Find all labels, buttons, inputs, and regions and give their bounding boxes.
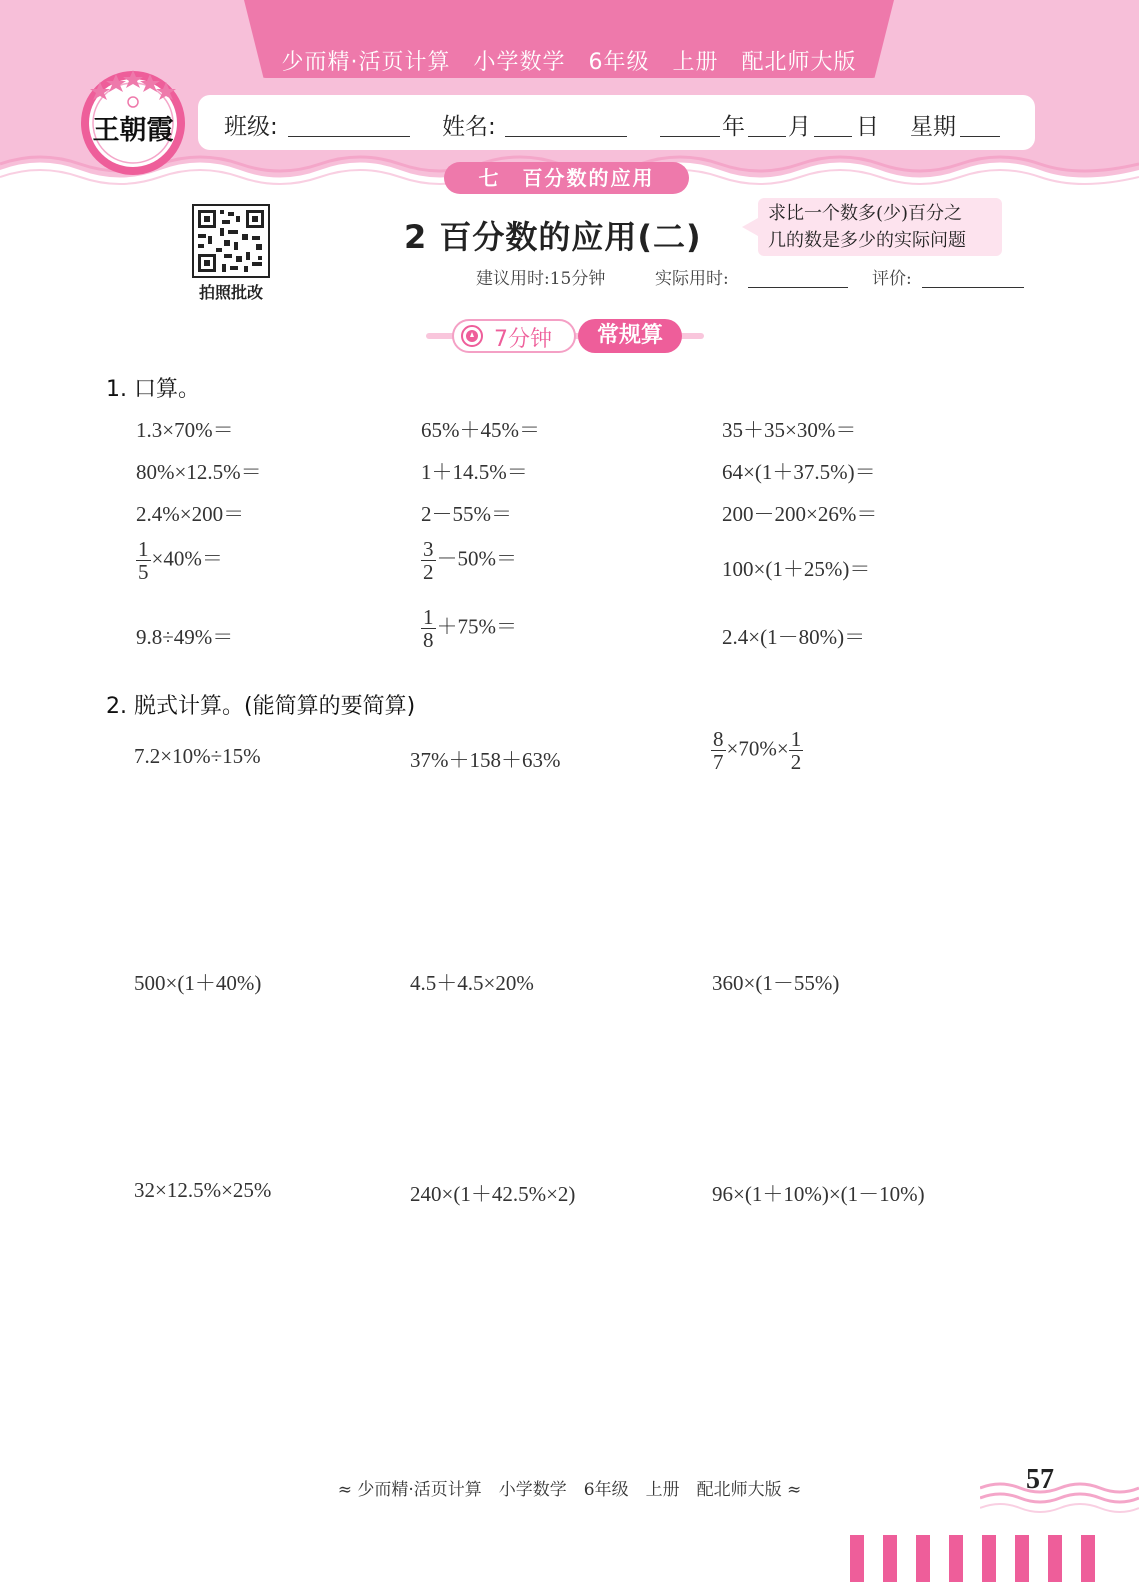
footer-stripe: [1015, 1535, 1029, 1582]
footer-stripe: [916, 1535, 930, 1582]
timer-text: 7分钟: [494, 327, 552, 352]
class-field[interactable]: [288, 136, 410, 137]
footer-series-text: ≈ 少而精·活页计算 小学数学 6年级 上册 配北师大版 ≈: [337, 1480, 802, 1500]
series-title: 少而精·活页计算 小学数学 6年级 上册 配北师大版: [281, 50, 857, 75]
oral-problem: 2.4%×200＝: [136, 502, 245, 526]
name-label: 姓名:: [442, 114, 496, 140]
weekday-label: 星期: [910, 114, 956, 140]
oral-problem: 200－200×26%＝: [722, 502, 878, 526]
section-1-title: 1. 口算。: [106, 377, 200, 402]
year-label: 年: [722, 114, 745, 140]
fraction: $\frac{3}{2}$: [423, 537, 434, 585]
calc-problem: 7.2×10%÷15%: [134, 744, 261, 768]
fraction: $\frac{1}{8}$: [423, 605, 434, 653]
hint-line-2: 几的数是多少的实际问题: [768, 230, 966, 251]
footer-stripe: [982, 1535, 996, 1582]
calc-problem: 37%＋158＋63%: [410, 748, 561, 772]
fraction: $\frac{1}{5}$: [138, 537, 149, 585]
calc-problem: $\frac{8}{7}$ ×70%× $\frac{1}{2}$: [713, 727, 802, 775]
calc-problem: 4.5＋4.5×20%: [410, 971, 534, 995]
qr-caption: 拍照批改: [198, 283, 263, 302]
oral-problem: 100×(1＋25%)＝: [722, 557, 871, 581]
oral-problem: 1.3×70%＝: [136, 418, 234, 442]
calc-problem: 360×(1－55%): [712, 971, 840, 995]
class-label: 班级:: [224, 114, 278, 140]
oral-problem: $\frac{3}{2}$ －50%＝: [423, 537, 517, 585]
footer-stripe: [883, 1535, 897, 1582]
logo-text: 王朝霞: [92, 115, 174, 146]
calc-problem: 32×12.5%×25%: [134, 1178, 272, 1202]
month-field[interactable]: [748, 136, 786, 137]
name-field[interactable]: [505, 136, 627, 137]
oral-problem: 9.8÷49%＝: [136, 625, 234, 649]
fraction: $\frac{1}{2}$: [790, 727, 802, 775]
calc-problem: 240×(1＋42.5%×2): [410, 1182, 576, 1206]
evaluation-label: 评价:: [872, 269, 912, 289]
section-2-title: 2. 脱式计算。(能简算的要简算): [106, 694, 416, 719]
fraction: $\frac{8}{7}$: [713, 727, 724, 775]
suggested-time: 建议用时:15分钟: [476, 269, 606, 289]
practice-kind-badge: 常规算: [578, 319, 682, 353]
calc-problem: 96×(1＋10%)×(1－10%): [712, 1182, 925, 1206]
page-number: 57: [1026, 1464, 1054, 1495]
hint-pointer: [742, 218, 758, 236]
footer-stripe: [949, 1535, 963, 1582]
footer-wave: [980, 1478, 1139, 1514]
day-label: 日: [856, 114, 879, 140]
medal-icon: [460, 324, 484, 348]
hint-box: [758, 198, 1002, 256]
oral-problem: 1＋14.5%＝: [421, 460, 528, 484]
actual-time-field[interactable]: [748, 287, 848, 288]
oral-problem: 65%＋45%＝: [421, 418, 540, 442]
chapter-badge: 七 百分数的应用: [444, 162, 689, 194]
oral-problem: 35＋35×30%＝: [722, 418, 857, 442]
lesson-title: 2 百分数的应用(二): [404, 218, 702, 256]
qr-code-icon[interactable]: [192, 204, 270, 278]
actual-time-label: 实际用时:: [655, 269, 729, 289]
evaluation-field[interactable]: [922, 287, 1024, 288]
oral-problem: $\frac{1}{8}$ ＋75%＝: [423, 605, 517, 653]
month-label: 月: [788, 114, 811, 140]
calc-problem: 500×(1＋40%): [134, 971, 262, 995]
footer-stripe: [1081, 1535, 1095, 1582]
oral-problem: 80%×12.5%＝: [136, 460, 262, 484]
hint-line-1: 求比一个数多(少)百分之: [768, 203, 963, 224]
oral-problem: 2－55%＝: [421, 502, 512, 526]
weekday-field[interactable]: [960, 136, 1000, 137]
oral-problem: 64×(1＋37.5%)＝: [722, 460, 876, 484]
footer-stripe: [850, 1535, 864, 1582]
oral-problem: $\frac{1}{5}$ ×40%＝: [138, 537, 223, 585]
year-field[interactable]: [660, 136, 720, 137]
day-field[interactable]: [814, 136, 852, 137]
footer-stripe: [1048, 1535, 1062, 1582]
oral-problem: 2.4×(1－80%)＝: [722, 625, 866, 649]
